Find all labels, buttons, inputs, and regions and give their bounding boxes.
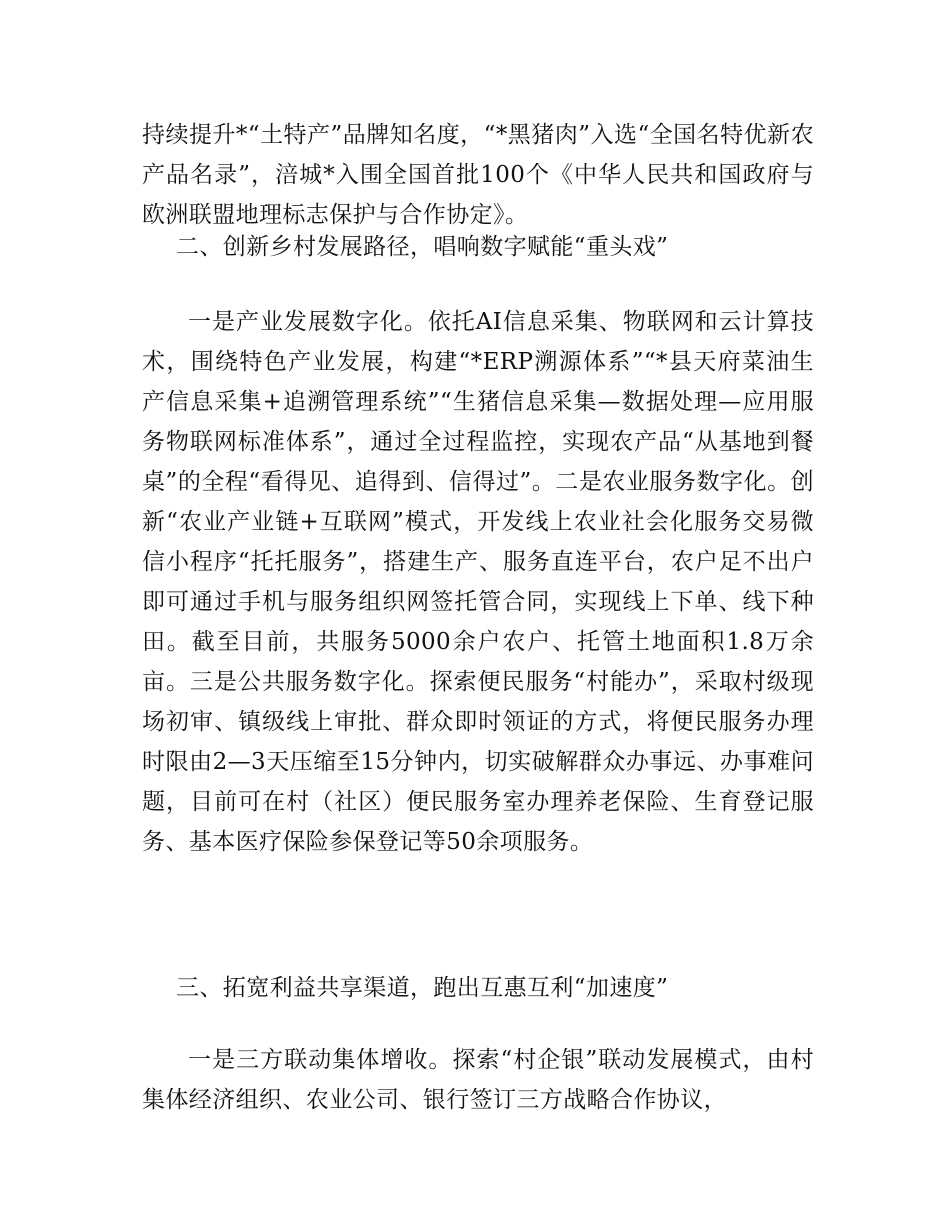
paragraph-continued: 持续提升*“土特产”品牌知名度，“*黑猪肉”入选“全国名特优新农产品名录”，涪城*入围全国首批100个《中华人民共和国政府与欧洲联盟地理标志保护与合作协定》。 [142, 122, 814, 228]
section-heading-3: 三、拓宽利益共享渠道，跑出互惠互利“加速度” [176, 975, 669, 1001]
text-block-heading-2 [142, 227, 814, 267]
text-block-tripartite [142, 1040, 814, 1120]
paragraph-tripartite: 一是三方联动集体增收。探索“村企银”联动发展模式，由村集体经济组织、农业公司、银行签订三方战略合作协议， [142, 1047, 814, 1113]
text-block-digital [142, 302, 814, 862]
text-block-heading-3 [142, 968, 814, 1008]
paragraph-digital: 一是产业发展数字化。依托AI信息采集、物联网和云计算技术，围绕特色产业发展，构建“*ERP溯源体系”“*县天府菜油生产信息采集+追溯管理系统”“生猪信息采集—数据处理—应用服务物联网标准体系”，通过全过程监控，实现农产品“从基地到餐桌”的全程“看得见、追得到、信得过”。二是农业服务数字化。创新“农业产业链+互联网”模式，开发线上农业社会化服务交易微信小程序“托托服务”，搭建生产、服务直连平台，农户足不出户即可通过手机与服务组织网签托管合同，实现线上下单、线下种田。截至目前，共服务5000余户农户、托管土地面积1.8万余亩。三是公共服务数字化。探索便民服务“村能办”，采取村级现场初审、镇级线上审批、群众即时领证的方式，将便民服务办理时限由2—3天压缩至15分钟内，切实破解群众办事远、办事难问题，目前可在村（社区）便民服务室办理养老保险、生育登记服务、基本医疗保险参保登记等50余项服务。 [142, 309, 814, 855]
section-heading-2: 二、创新乡村发展路径，唱响数字赋能“重头戏” [176, 234, 669, 260]
text-block-continued [142, 115, 814, 235]
